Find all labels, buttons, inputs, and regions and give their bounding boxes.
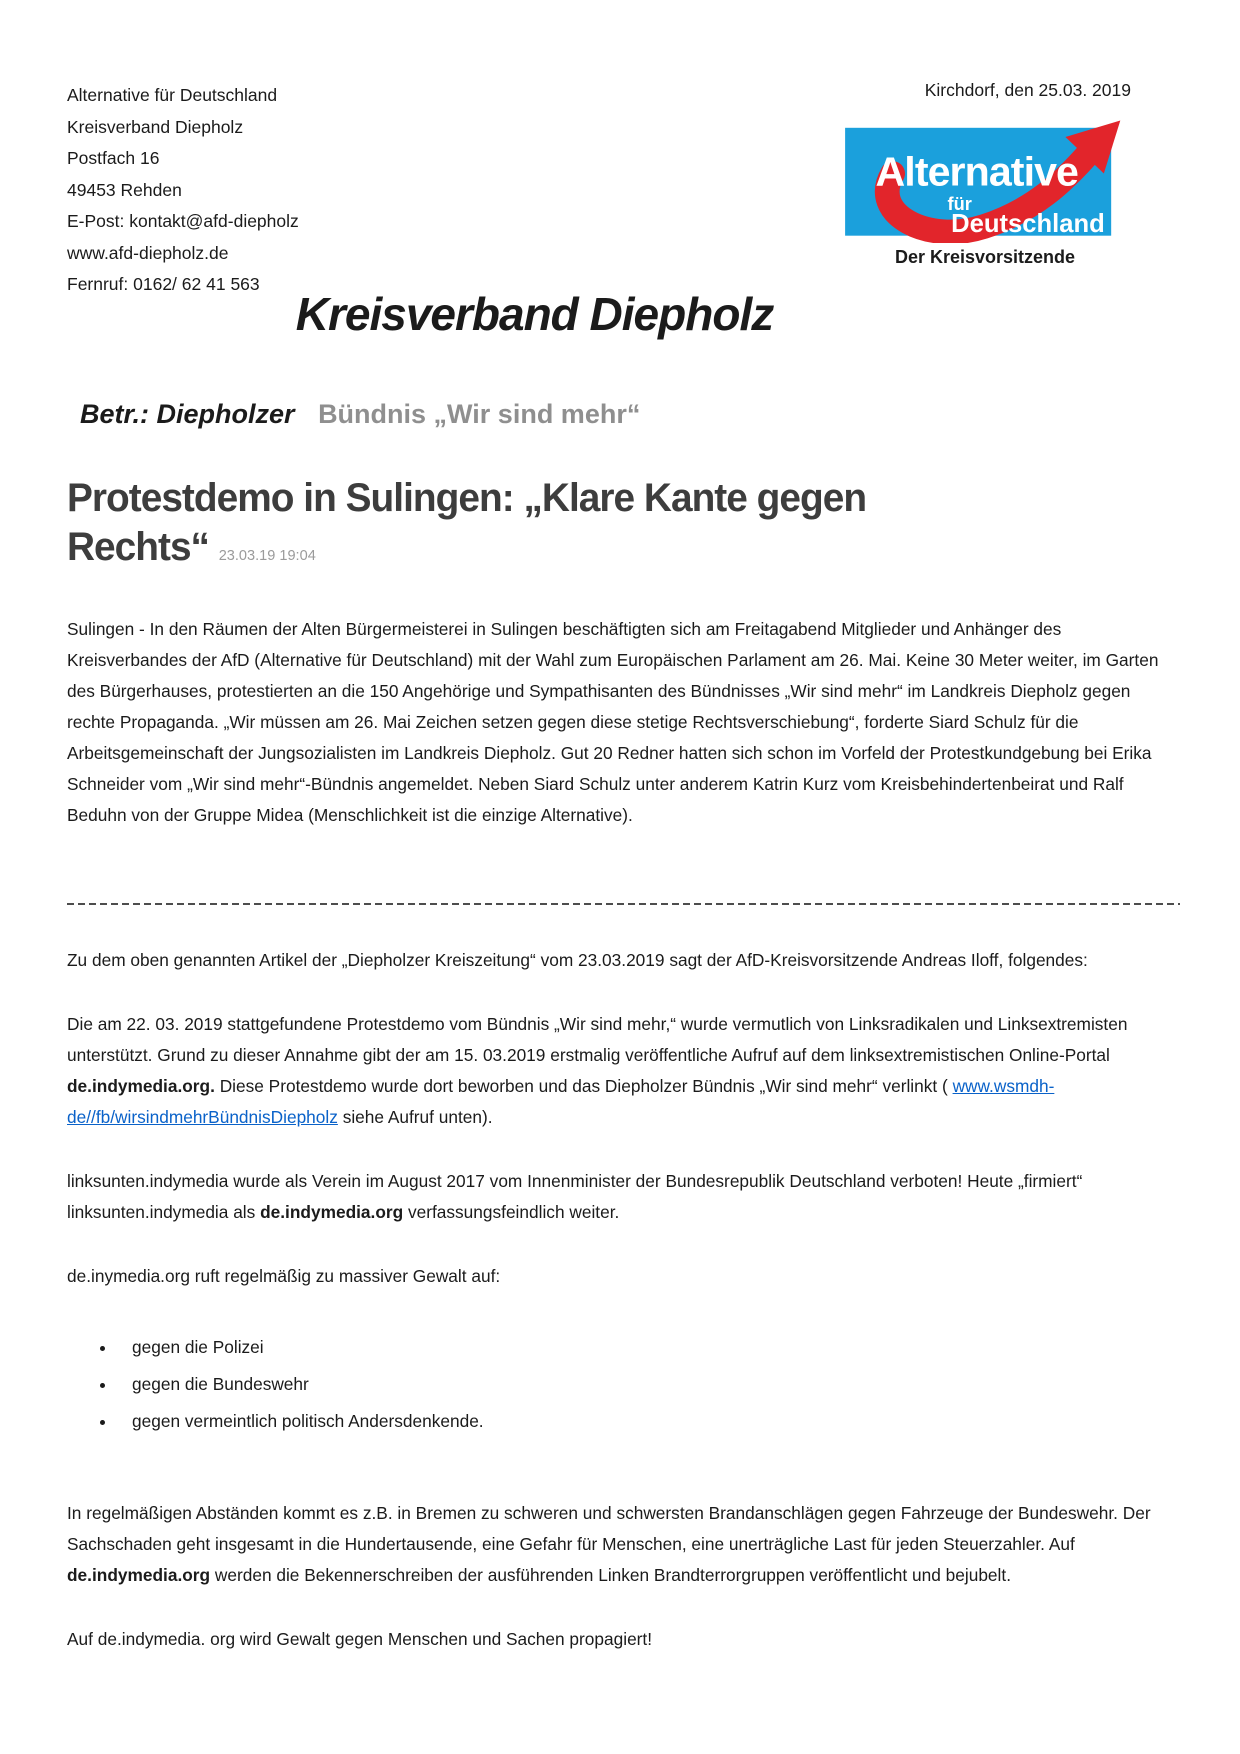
logo-word-alternative: Alternative (875, 148, 1079, 195)
date-line: Kirchdorf, den 25.03. 2019 (924, 80, 1131, 100)
sender-address-line: 49453 Rehden (67, 179, 182, 200)
text-run: siehe Aufruf unten). (337, 1106, 493, 1127)
violence-targets-list (67, 1332, 1180, 1436)
body-paragraph (67, 1009, 1180, 1133)
body-paragraph (67, 1498, 1180, 1591)
sender-address-line: www.afd-diepholz.de (67, 242, 229, 263)
letter-header (67, 80, 1180, 301)
text-run: Die am 22. 03. 2019 stattgefundene Protestdemo vom Bündnis „Wir sind mehr,“ wurde vermutlich von Linksradikalen und Linksextremisten unterstützt. Grund zu dieser Annahme gibt der am 15. 03.2019 erstmalig veröffentliche Aufruf auf dem linksextremistischen Online-Portal (67, 1013, 1128, 1065)
dashed-divider (67, 903, 1180, 905)
subject-line (80, 399, 1180, 430)
bold-text-run: de.indymedia.org (67, 1564, 211, 1585)
text-run: werden die Bekennerschreiben der ausführenden Linken Brandterrorgruppen veröffentlicht und bejubelt. (210, 1564, 1011, 1585)
headline-line1: Protestdemo in Sulingen: „Klare Kante gegen (67, 475, 867, 520)
body-paragraph (67, 1166, 1180, 1228)
inline-link[interactable]: www.wsmdh-de//fb/wirsindmehrBündnisDiepholz (67, 1075, 1055, 1127)
bold-text-run: de.indymedia.org. (67, 1075, 215, 1096)
text-run: In regelmäßigen Abständen kommt es z.B. in Bremen zu schweren und schwersten Brandanschlägen gegen Fahrzeuge der Bundeswehr. Der Sachschaden geht insgesamt in die Hundertausende, eine Gefahr für Menschen, eine unerträgliche Last für jeden Steuerzahler. Auf (67, 1502, 1151, 1554)
sender-address-line: Alternative für Deutschland (67, 85, 278, 105)
text-run: verfassungsfeindlich weiter. (403, 1201, 620, 1222)
sender-address-line: E-Post: kontakt@afd-diepholz (67, 211, 299, 231)
bold-text-run: de.indymedia.org (260, 1201, 404, 1222)
article-headline (67, 474, 1147, 580)
bullet-item: • gegen die Polizei (117, 1332, 1180, 1362)
logo-word-fuer: für (947, 193, 972, 215)
logo-word-deutschland: Deutschland (951, 210, 1105, 239)
subject-prefix: Betr.: Diepholzer (80, 398, 295, 429)
letter-body (67, 614, 1180, 1655)
bullet-item: • gegen die Bundeswehr (117, 1369, 1180, 1399)
sender-address-block (67, 80, 299, 301)
text-run: linksunten.indymedia wurde als Verein im August 2017 vom Innenminister der Bundesrepublik Deutschland verboten! Heute „firmiert“ linksunten.indymedia als (67, 1170, 1083, 1222)
document-title: Kreisverband Diepholz (295, 287, 774, 340)
headline-line2: Rechts“ (67, 524, 209, 569)
sender-address-line: Kreisverband Diepholz (67, 116, 244, 137)
afd-logo (839, 115, 1131, 243)
bullet-item: • gegen vermeintlich politisch Andersdenkende. (117, 1406, 1180, 1436)
subject-topic: Bündnis „Wir sind mehr“ (318, 398, 641, 429)
header-right-column (839, 80, 1131, 268)
body-paragraph: Auf de.indymedia. org wird Gewalt gegen Menschen und Sachen propagiert! (67, 1628, 653, 1649)
body-paragraph: Zu dem oben genannten Artikel der „Diepholzer Kreiszeitung“ vom 23.03.2019 sagt der AfD-Kreisvorsitzende Andreas Iloff, folgendes: (67, 949, 1088, 970)
body-paragraph: de.inymedia.org ruft regelmäßig zu massiver Gewalt auf: (67, 1265, 501, 1286)
text-run: Diese Protestdemo wurde dort beworben und das Diepholzer Bündnis „Wir sind mehr“ verlinkt ( (214, 1075, 953, 1096)
role-line: Der Kreisvorsitzende (894, 247, 1076, 267)
sender-address-line: Fernruf: 0162/ 62 41 563 (67, 274, 260, 294)
body-paragraph: Sulingen - In den Räumen der Alten Bürgermeisterei in Sulingen beschäftigten sich am Freitagabend Mitglieder und Anhänger des Kreisverbandes der AfD (Alternative für Deutschland) mit der Wahl zum Europäischen Parlament am 26. Mai. Keine 30 Meter weiter, im Garten des Bürgerhauses, protestierten an die 150 Angehörige und Sympathisanten des Bündnisses „Wir sind mehr“ im Landkreis Diepholz gegen rechte Propaganda. „Wir müssen am 26. Mai Zeichen setzen gegen diese stetige Rechtsverschiebung“, forderte Siard Schulz für die Arbeitsgemeinschaft der Jungsozialisten im Landkreis Diepholz. Gut 20 Redner hatten sich schon im Vorfeld der Protestkundgebung bei Erika Schneider vom „Wir sind mehr“-Bündnis angemeldet. Neben Siard Schulz unter anderem Katrin Kurz vom Kreisbehindertenbeirat und Ralf Beduhn von der Gruppe Midea (Menschlichkeit ist die einzige Alternative). (67, 618, 1159, 825)
sender-address-line: Postfach 16 (67, 148, 160, 168)
headline-timestamp: 23.03.19 19:04 (218, 546, 316, 564)
